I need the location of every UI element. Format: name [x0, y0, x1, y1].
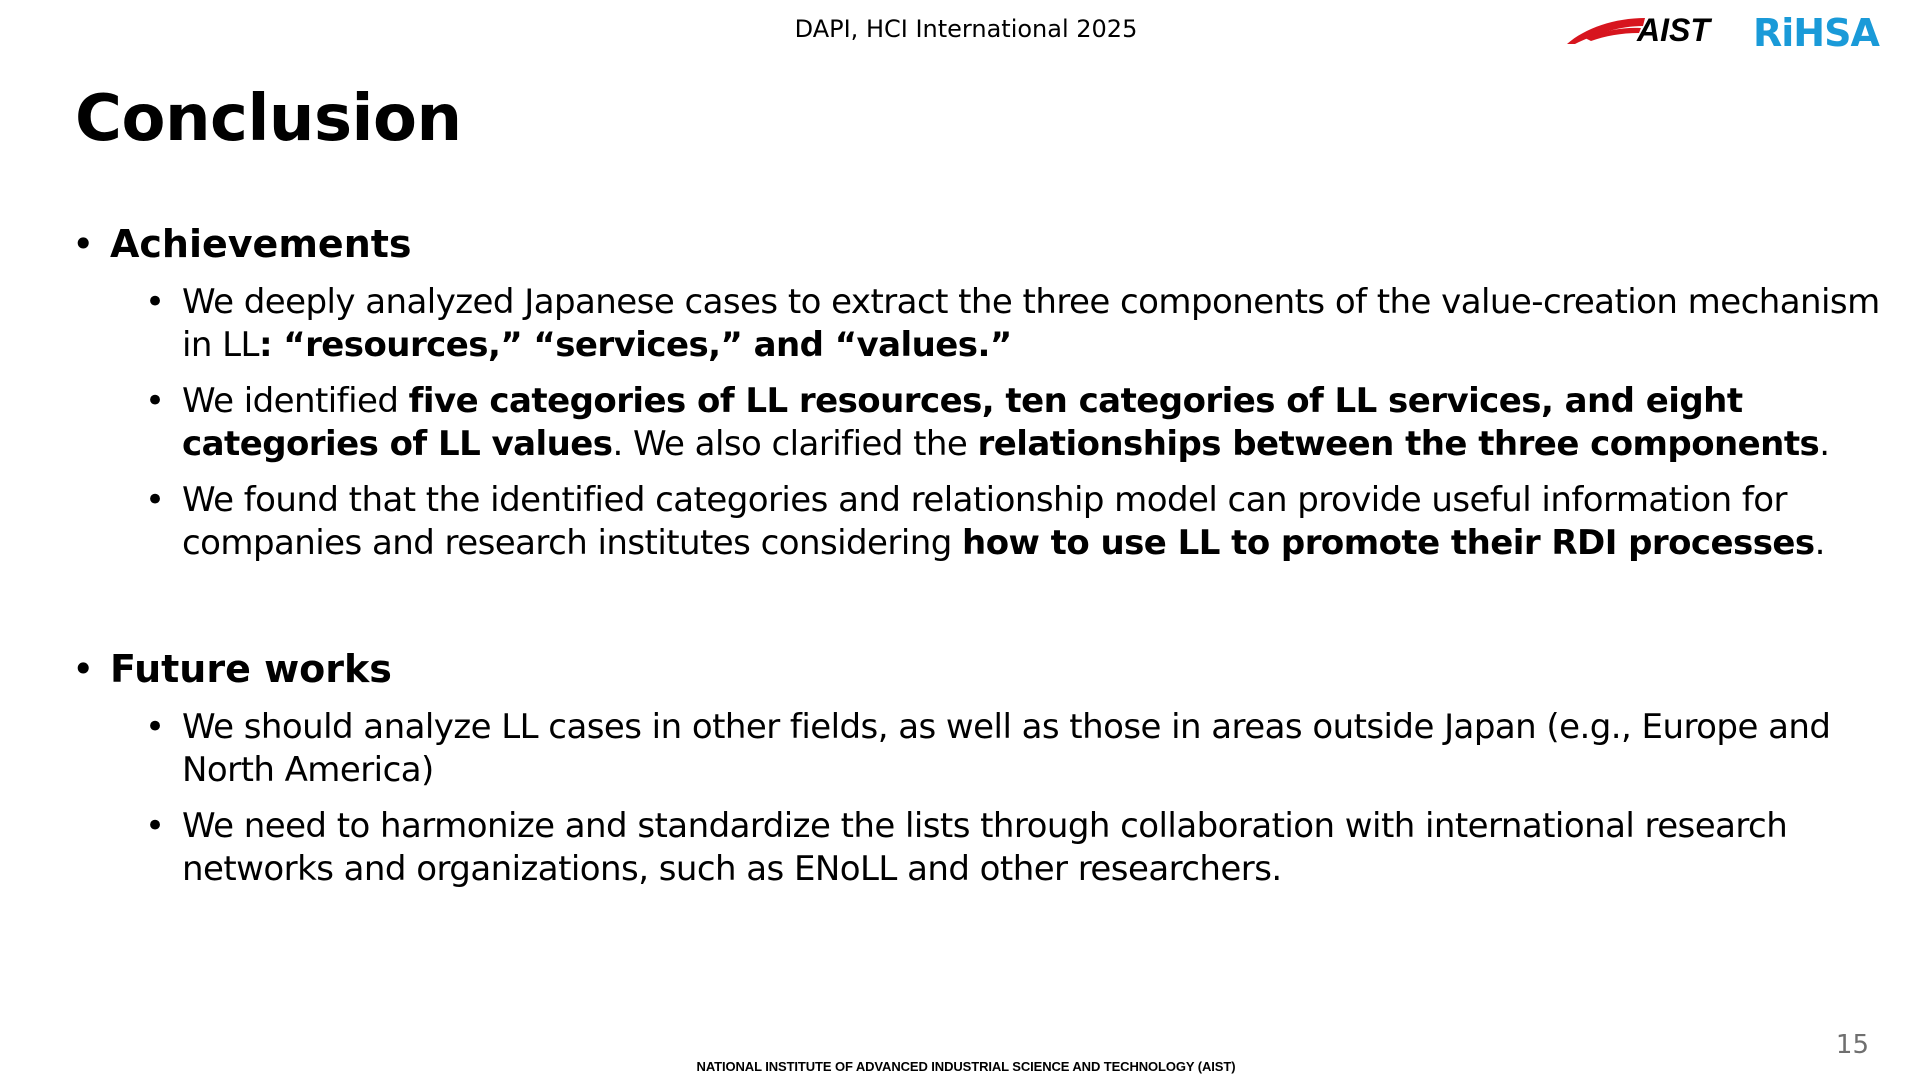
page-number: 15 — [1835, 1030, 1869, 1060]
section-heading-text: Achievements — [110, 222, 412, 266]
bullet: • — [145, 480, 165, 520]
aist-logo-text: AIST — [1637, 12, 1710, 48]
text-run: We found that the identified categories and relationship model can provide useful information for companies and research institutes considering — [182, 480, 1787, 563]
text-run: We deeply analyzed Japanese cases to extract the three components of the value-creation mechanism in LL — [182, 282, 1880, 365]
text-run-bold: five categories of LL resources, ten categories of LL services, and eight categories of LL values — [182, 381, 1743, 464]
bullet: • — [72, 647, 95, 691]
section-heading-text: Future works — [110, 647, 392, 691]
list-item — [145, 706, 1880, 792]
list-item — [145, 380, 1880, 466]
bullet: • — [145, 806, 165, 846]
section-heading-achievements — [72, 222, 412, 266]
list-item — [145, 281, 1880, 367]
text-run: We need to harmonize and standardize the lists through collaboration with international research networks and organizations, such as ENoLL and other researchers. — [182, 806, 1788, 889]
list-item — [145, 805, 1880, 891]
list-item-text — [182, 479, 1880, 565]
text-run: We identified — [182, 381, 409, 421]
footer-institution: NATIONAL INSTITUTE OF ADVANCED INDUSTRIAL SCIENCE AND TECHNOLOGY (AIST) — [696, 1059, 1236, 1074]
bullet: • — [72, 222, 95, 266]
text-run: . — [1814, 523, 1825, 563]
rihsa-logo-text: RiHSA — [1753, 11, 1879, 55]
logo-area — [1565, 8, 1910, 58]
conference-header: DAPI, HCI International 2025 — [794, 15, 1138, 43]
list-item-text — [182, 380, 1880, 466]
list-item — [145, 479, 1880, 565]
text-run: . — [1819, 424, 1830, 464]
text-run-bold: how to use LL to promote their RDI processes — [962, 523, 1815, 563]
bullet: • — [145, 282, 165, 322]
bullet: • — [145, 707, 165, 747]
text-run-bold: relationships between the three components — [977, 424, 1820, 464]
aist-rihsa-logos — [1565, 8, 1910, 58]
list-item-text — [182, 281, 1880, 367]
bullet: • — [145, 381, 165, 421]
section-heading-future-works — [72, 647, 392, 691]
text-run: We should analyze LL cases in other fields, as well as those in areas outside Japan (e.g., Europe and North America) — [182, 707, 1831, 790]
page-title: Conclusion — [75, 82, 462, 156]
list-item-text — [182, 706, 1880, 792]
text-run-bold: : “resources,” “services,” and “values.” — [258, 325, 1012, 365]
text-run: . We also clarified the — [612, 424, 978, 464]
list-item-text — [182, 805, 1880, 891]
